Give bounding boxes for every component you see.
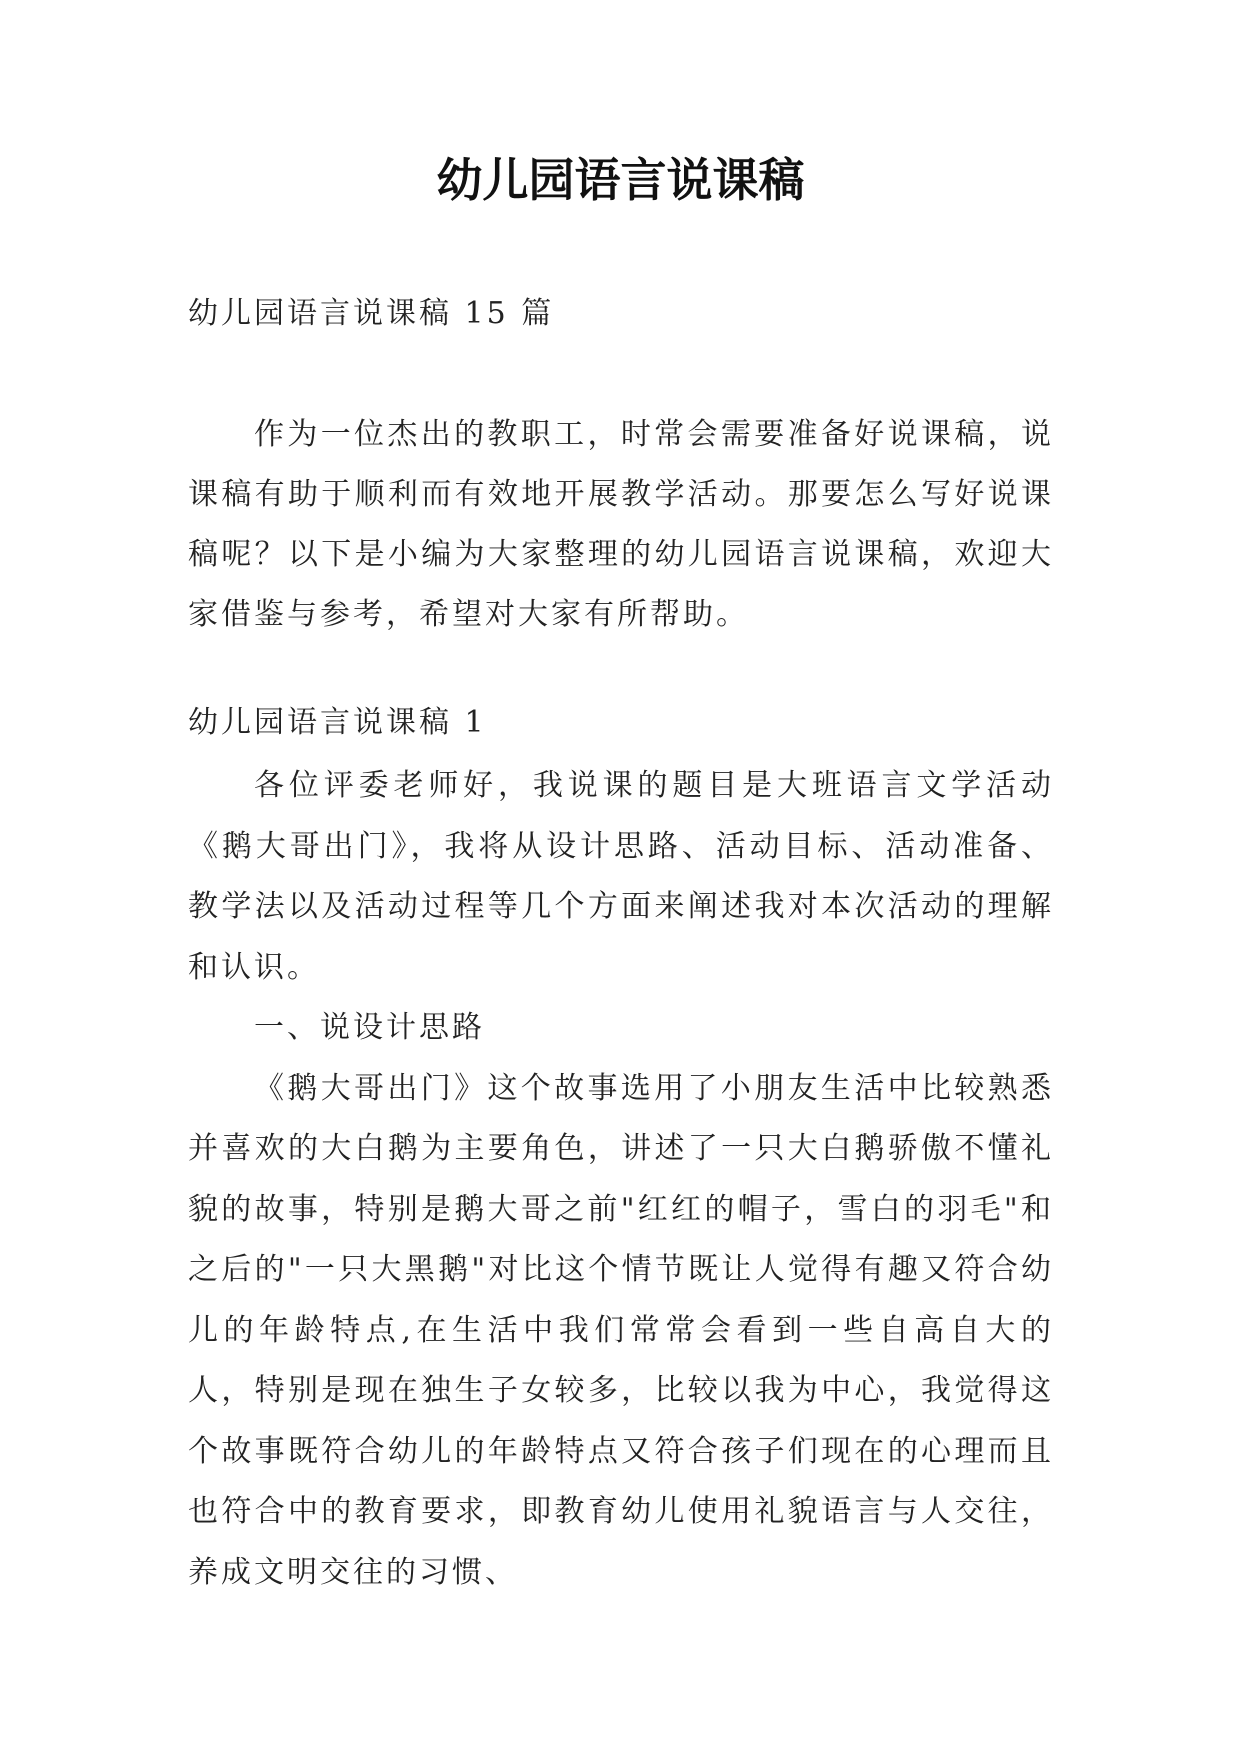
body-paragraph-design: 《鹅大哥出门》这个故事选用了小朋友生活中比较熟悉并喜欢的大白鹅为主要角色，讲述了一只大白鹅骄傲不懂礼貌的故事，特别是鹅大哥之前"红红的帽子，雪白的羽毛"和之后的"一只大黑鹅"对比这个情节既让人觉得有趣又符合幼儿的年龄特点,在生活中我们常常会看到一些自高自大的人，特别是现在独生子女较多，比较以我为中心，我觉得这个故事既符合幼儿的年龄特点又符合孩子们现在的心理而且也符合中的教育要求，即教育幼儿使用礼貌语言与人交往，养成文明交往的习惯、: [188, 1070, 1054, 1590]
document-title: 幼儿园语言说课稿: [436, 153, 805, 207]
section-body: [188, 756, 1054, 1603]
section-heading: 幼儿园语言说课稿 1: [188, 705, 487, 740]
document-subtitle: 幼儿园语言说课稿 15 篇: [188, 296, 555, 331]
body-paragraph-opening: 各位评委老师好，我说课的题目是大班语言文学活动《鹅大哥出门》，我将从设计思路、活动目标、活动准备、教学法以及活动过程等几个方面来阐述我对本次活动的理解和认识。: [188, 768, 1054, 985]
body-subheading-design: 一、说设计思路: [254, 1010, 485, 1045]
intro-paragraph: 作为一位杰出的教职工，时常会需要准备好说课稿，说课稿有助于顺利而有效地开展教学活动。那要怎么写好说课稿呢？以下是小编为大家整理的幼儿园语言说课稿，欢迎大家借鉴与参考，希望对大家有所帮助。: [188, 417, 1054, 632]
